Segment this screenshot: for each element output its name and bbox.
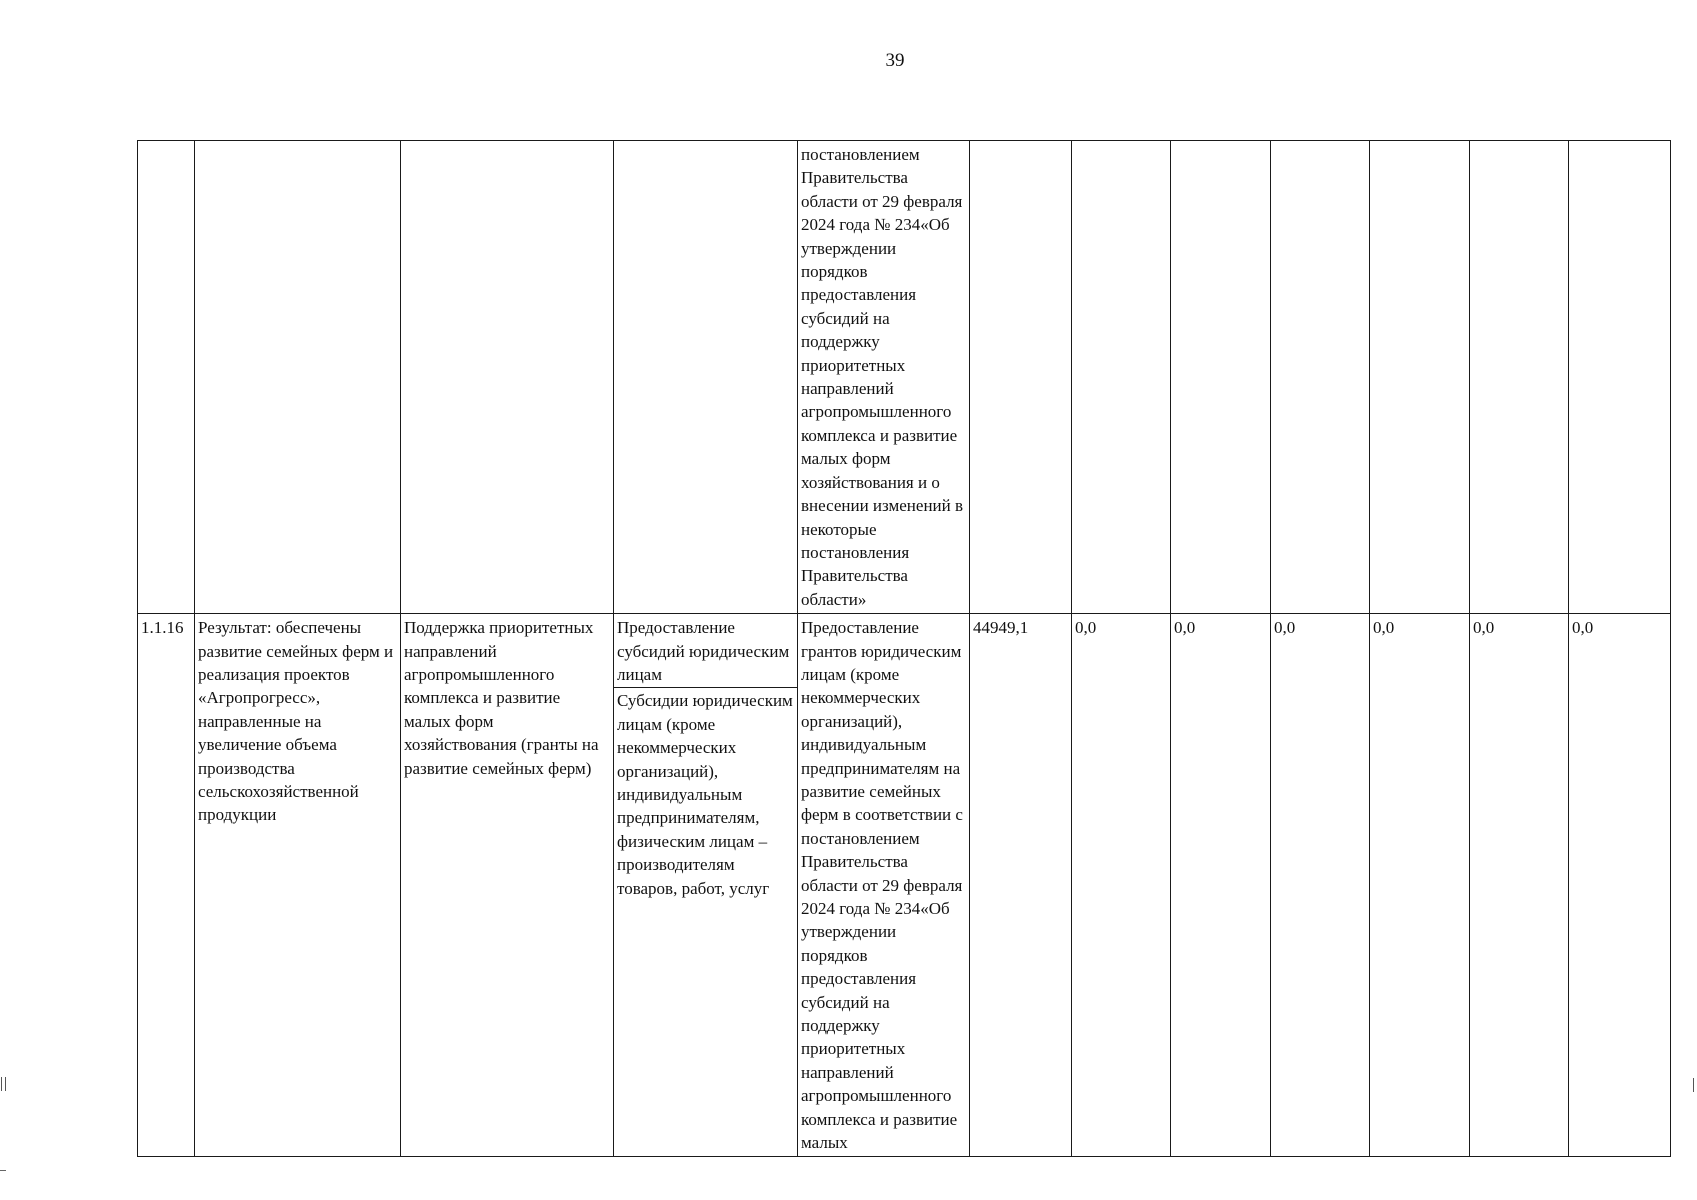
cell-type xyxy=(614,614,798,1157)
cell-result xyxy=(195,141,401,614)
cell-value: 0,0 xyxy=(1271,614,1370,1157)
cell-value xyxy=(1072,141,1171,614)
page-number: 39 xyxy=(885,50,905,71)
cell-value: 44949,1 xyxy=(970,614,1072,1157)
cell-measure xyxy=(401,141,614,614)
type-top: Предоставление субсидий юридическим лицам xyxy=(614,616,797,688)
cell-value: 0,0 xyxy=(1171,614,1271,1157)
cell-result: Результат: обеспечены развитие семейных ферм и реализация проектов «Агропрогресс», направленные на увеличение объема производства сельскохозяйственной продукции xyxy=(195,614,401,1157)
table-row xyxy=(138,614,1671,1157)
type-bottom: Субсидии юридическим лицам (кроме некоммерческих организаций), индивидуальным предпринимателям, физическим лицам – производителям товаров, работ, услуг xyxy=(617,691,793,898)
cell-description: Предоставление грантов юридическим лицам (кроме некоммерческих организаций), индивидуальным предпринимателям на развитие семейных ферм в соответствии с постановлением Правительства области от 29 февраля 2024 года № 234«Об утверждении порядков предоставления субсидий на поддержку приоритетных направлений агропромышленного комплекса и развитие малых xyxy=(798,614,970,1157)
edge-tick xyxy=(0,1170,6,1171)
cell-value xyxy=(1271,141,1370,614)
cell-type xyxy=(614,141,798,614)
program-table xyxy=(137,140,1671,1157)
cell-description: постановлением Правительства области от 29 февраля 2024 года № 234«Об утверждении порядков предоставления субсидий на поддержку приоритетных направлений агропромышленного комплекса и развитие малых форм хозяйствования и о внесении изменений в некоторые постановления Правительства области» xyxy=(798,141,970,614)
cell-value: 0,0 xyxy=(1370,614,1470,1157)
binding-mark xyxy=(1,1077,6,1091)
cell-number xyxy=(138,141,195,614)
table-row xyxy=(138,141,1671,614)
binding-mark xyxy=(1693,1078,1697,1092)
cell-value: 0,0 xyxy=(1072,614,1171,1157)
cell-value xyxy=(1470,141,1569,614)
cell-value xyxy=(1569,141,1671,614)
cell-measure: Поддержка приоритетных направлений агропромышленного комплекса и развитие малых форм хозяйствования (гранты на развитие семейных ферм) xyxy=(401,614,614,1157)
type-split xyxy=(617,616,794,900)
cell-value: 0,0 xyxy=(1470,614,1569,1157)
cell-value xyxy=(1171,141,1271,614)
cell-value xyxy=(970,141,1072,614)
cell-number: 1.1.16 xyxy=(138,614,195,1157)
cell-value xyxy=(1370,141,1470,614)
cell-value: 0,0 xyxy=(1569,614,1671,1157)
